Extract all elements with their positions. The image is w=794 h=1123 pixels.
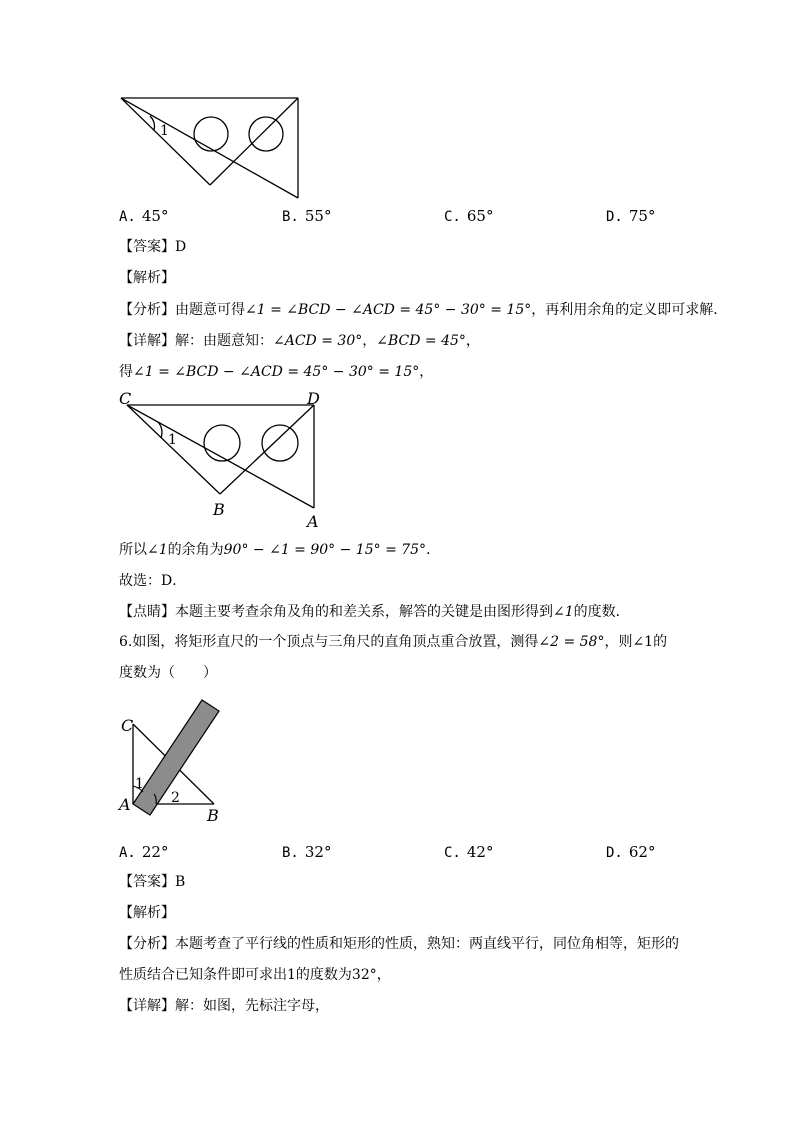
angle-1-label: 1 <box>135 776 144 792</box>
q5-option-a-value: 45° <box>141 207 169 225</box>
q6-option-c <box>444 842 493 863</box>
q6-answer-tag: 【答案】 <box>119 874 175 890</box>
q5-comment-text-1: 本题主要考查余角及角的和差关系，解答的关键是由图形得到 <box>175 604 553 620</box>
q6-number: 6. <box>119 634 133 650</box>
q5-answer-value: D <box>175 239 187 255</box>
label-c-3: C <box>121 716 134 735</box>
q6-fenxi-line-1 <box>119 934 679 954</box>
q6-option-a-letter: A. <box>119 845 136 861</box>
q6-stem-text-2: ，则∠1的 <box>604 634 668 650</box>
q5-option-c-value: 65° <box>466 207 494 225</box>
q6-detail-tag: 【详解】 <box>119 998 175 1014</box>
q6-option-d-letter: D. <box>606 845 623 861</box>
q5-conclusion-text-1: 所以 <box>119 542 147 558</box>
q5-conclusion-formula: 90° − ∠1 = 90° − 15° = 75° <box>223 542 427 558</box>
q5-option-d-letter: D. <box>606 209 623 225</box>
q6-option-c-value: 42° <box>466 843 494 861</box>
q6-option-c-letter: C. <box>444 845 461 861</box>
q5-option-d-value: 75° <box>628 207 656 225</box>
label-a: A <box>307 512 319 531</box>
q5-detail-tag: 【详解】 <box>119 333 175 349</box>
q5-detail-sep: ， <box>362 333 377 349</box>
q6-option-d <box>606 842 655 863</box>
q6-fenxi-line-2 <box>119 965 391 985</box>
q6-fenxi-tag: 【分析】 <box>119 936 175 952</box>
q6-detail <box>119 996 329 1016</box>
q5-option-b-letter: B. <box>282 209 299 225</box>
q6-analysis-title <box>119 903 175 923</box>
q6-option-b-value: 32° <box>304 843 332 861</box>
label-d: D <box>307 389 320 408</box>
q5-fenxi-tag: 【分析】 <box>119 302 175 318</box>
q5-answer-tag: 【答案】 <box>119 239 175 255</box>
q5-detail-formula-2: ∠BCD = 45° <box>376 333 466 349</box>
q6-option-b <box>282 842 331 863</box>
q6-fenxi-text-2: 性质结合已知条件即可求出1的度数为32°， <box>119 967 391 983</box>
q5-step-text: 得 <box>119 364 133 380</box>
label-b: B <box>213 500 225 519</box>
q5-fenxi-text-1: 由题意可得 <box>175 302 245 318</box>
q6-answer <box>119 872 185 892</box>
q5-comment-text-2: 的度数． <box>573 604 630 620</box>
q6-option-d-value: 62° <box>628 843 656 861</box>
q6-option-b-letter: B. <box>282 845 299 861</box>
q6-fenxi-text-1: 本题考查了平行线的性质和矩形的性质，熟知：两直线平行，同位角相等，矩形的 <box>175 936 679 952</box>
q5-step-end: ， <box>419 364 434 380</box>
q5-conclusion-angle: ∠1 <box>147 542 168 558</box>
q5-option-c-letter: C. <box>444 209 461 225</box>
q5-step-formula: ∠1 = ∠BCD − ∠ACD = 45° − 30° = 15° <box>133 364 420 380</box>
label-a-3: A <box>119 795 131 814</box>
q6-answer-value: B <box>175 874 186 890</box>
q6-option-a-value: 22° <box>141 843 169 861</box>
q5-detail-end: ， <box>465 333 480 349</box>
q5-option-a-letter: A. <box>119 209 136 225</box>
q5-comment-angle: ∠1 <box>553 604 574 620</box>
q6-stem-text-3: 度数为（ ） <box>119 665 217 681</box>
figure-1-angle-label: 1 <box>160 123 169 139</box>
q5-detail-text: 解：由题意知： <box>175 333 273 349</box>
label-c: C <box>119 389 132 408</box>
q5-fenxi-formula: ∠1 = ∠BCD − ∠ACD = 45° − 30° = 15° <box>245 302 532 318</box>
label-b-3: B <box>207 806 219 825</box>
angle-2-label: 2 <box>171 790 180 806</box>
q6-stem-text-1: 如图，将矩形直尺的一个顶点与三角尺的直角顶点重合放置，测得 <box>132 634 539 650</box>
q5-detail-formula-1: ∠ACD = 30° <box>273 333 363 349</box>
figure-2-angle-label: 1 <box>168 432 177 448</box>
q5-choose-text: 故选：D． <box>119 573 187 589</box>
q5-conclusion-text-2: 的余角为 <box>167 542 224 558</box>
q5-analysis-title-text: 【解析】 <box>119 270 175 286</box>
q6-option-a <box>119 842 168 863</box>
q5-conclusion-end: ． <box>426 542 441 558</box>
q5-fenxi-text-2: ，再利用余角的定义即可求解． <box>531 302 728 318</box>
q5-option-b-value: 55° <box>304 207 332 225</box>
q6-stem-formula: ∠2 = 58° <box>538 634 605 650</box>
q6-detail-text: 解：如图，先标注字母， <box>175 998 329 1014</box>
q5-comment-tag: 【点睛】 <box>119 604 175 620</box>
q6-analysis-title-text: 【解析】 <box>119 905 175 921</box>
